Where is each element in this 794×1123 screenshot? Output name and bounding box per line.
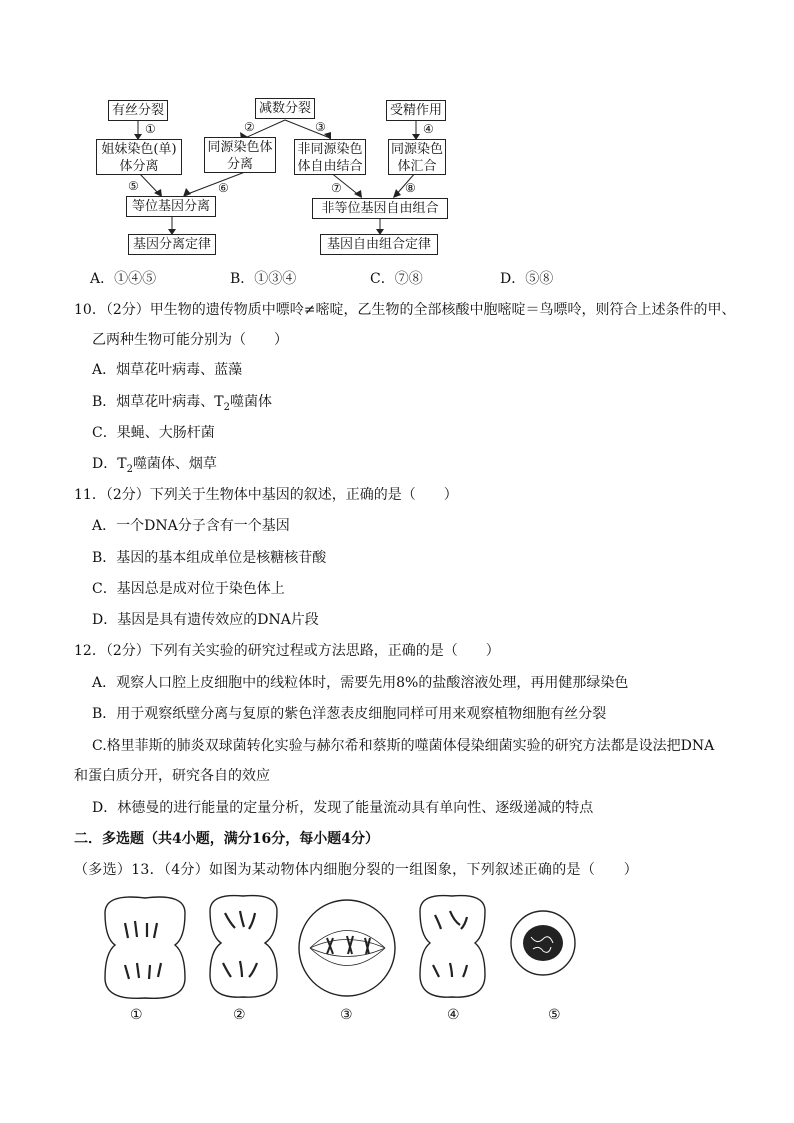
mark-3: ③ — [315, 120, 326, 134]
q12-option-c-line1[interactable]: C.格里菲斯的肺炎双球菌转化实验与赫尔希和蔡斯的噬菌体侵染细菌实验的研究方法都是设法把DNA — [92, 738, 715, 754]
q9-option-b[interactable]: B．①③④ — [230, 271, 297, 287]
mark-5: ⑤ — [128, 179, 139, 193]
q11-option-a[interactable]: A．一个DNA分子含有一个基因 — [92, 518, 290, 534]
q10-option-b-text: B．烟草花叶病毒、T — [92, 394, 224, 410]
mark-4: ④ — [423, 122, 434, 136]
mark-6: ⑥ — [218, 181, 229, 195]
cell-label-5: ⑤ — [548, 1007, 561, 1023]
cell-division-figures — [95, 893, 595, 1023]
homolog-combine-box: 同源染色体汇合 — [388, 139, 446, 175]
mark-1: ① — [145, 122, 156, 136]
allele-separation-box: 等位基因分离 — [126, 196, 216, 217]
cell-label-4: ④ — [447, 1007, 460, 1023]
q10-stem-2: 乙两种生物可能分别为（ ） — [92, 332, 288, 348]
genetics-flow-diagram — [0, 0, 794, 270]
law-independent-box: 基因自由组合定律 — [320, 234, 438, 255]
fertilization-box: 受精作用 — [386, 100, 446, 121]
cell-3-outline — [299, 900, 395, 996]
q10-option-d-text: D．T — [92, 456, 127, 472]
mark-7: ⑦ — [331, 181, 342, 195]
q12-option-c-line2: 和蛋白质分开，研究各自的效应 — [74, 768, 270, 784]
cell-1-outline — [105, 897, 185, 998]
q12-option-d[interactable]: D．林德曼的进行能量的定量分析，发现了能量流动具有单向性、逐级递减的特点 — [92, 800, 594, 816]
q10-option-d[interactable] — [92, 454, 217, 480]
q12-option-b[interactable]: B．用于观察纸壁分离与复原的紫色洋葱表皮细胞同样可用来观察植物细胞有丝分裂 — [92, 706, 607, 722]
q11-option-b[interactable]: B．基因的基本组成单位是核糖核苷酸 — [92, 550, 327, 566]
cell-5-nucleus — [523, 925, 563, 961]
q9-option-d[interactable]: D．⑤⑧ — [500, 271, 554, 287]
q11-option-c[interactable]: C．基因总是成对位于染色体上 — [92, 581, 285, 597]
mark-8: ⑧ — [405, 181, 416, 195]
mark-2: ② — [244, 120, 255, 134]
q10-option-b-tail: 噬菌体 — [230, 394, 273, 410]
cell-3-chromosomes — [327, 936, 370, 954]
cell-4-chromosomes — [433, 911, 467, 977]
section-heading: 二．多选题（共4小题，满分16分，每小题4分） — [74, 831, 379, 847]
q12-stem: 12．（2分）下列有关实验的研究过程或方法思路，正确的是（ ） — [74, 643, 500, 659]
q10-stem-1: 10．（2分）甲生物的遗传物质中嘌呤≠嘧啶，乙生物的全部核酸中胞嘧啶＝鸟嘌呤，则符合上述条件的甲、 — [74, 302, 736, 318]
q9-option-a[interactable]: A．①④⑤ — [90, 271, 157, 287]
meiosis-box: 减数分裂 — [255, 98, 315, 119]
cell-1-chromosomes — [125, 921, 161, 979]
q9-option-c[interactable]: C．⑦⑧ — [370, 271, 423, 287]
q10-option-d-sub: 2 — [126, 463, 133, 475]
cell-label-3: ③ — [340, 1007, 353, 1023]
law-segregation-box: 基因分离定律 — [128, 234, 216, 255]
q12-option-a[interactable]: A．观察人口腔上皮细胞中的线粒体时，需要先用8%的盐酸溶液处理，再用健那绿染色 — [92, 675, 629, 691]
q13-stem: （多选）13．（4分）如图为某动物体内细胞分裂的一组图象，下列叙述正确的是（ ） — [74, 862, 639, 878]
mitosis-box: 有丝分裂 — [108, 100, 168, 121]
cell-label-1: ① — [130, 1007, 143, 1023]
q10-option-d-tail: 噬菌体、烟草 — [132, 456, 217, 472]
cell-4-outline — [420, 896, 485, 998]
sister-separation-box: 姐妹染色(单)体分离 — [96, 139, 182, 175]
diagram-arrows — [0, 0, 794, 270]
nonhomolog-assort-box: 非同源染色体自由结合 — [294, 139, 366, 175]
cell-3-spindle — [310, 931, 385, 966]
cell-label-2: ② — [233, 1007, 246, 1023]
q10-option-c[interactable]: C．果蝇、大肠杆菌 — [92, 425, 215, 441]
cell-2-chromosomes — [223, 911, 257, 977]
q10-option-a[interactable]: A．烟草花叶病毒、蓝藻 — [92, 362, 243, 378]
q11-stem: 11．（2分）下列关于生物体中基因的叙述，正确的是（ ） — [74, 487, 458, 503]
q10-option-b-sub: 2 — [223, 401, 231, 413]
cell-2-outline — [210, 896, 277, 998]
q11-option-d[interactable]: D．基因是具有遗传效应的DNA片段 — [92, 612, 319, 628]
homolog-separation-box: 同源染色体分离 — [204, 137, 276, 173]
q10-option-b[interactable] — [92, 392, 272, 418]
nonallele-assort-box: 非等位基因自由组合 — [312, 198, 448, 219]
